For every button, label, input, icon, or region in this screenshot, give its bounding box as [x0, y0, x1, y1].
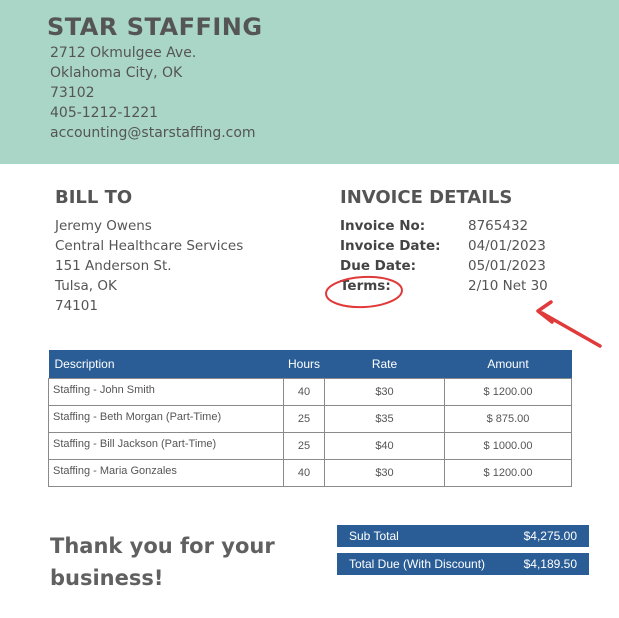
company-phone: 405-1212-1221 [50, 105, 159, 121]
bill-to-title: BILL TO [55, 187, 133, 208]
col-rate: Rate [325, 350, 445, 379]
row-description: Staffing - Beth Morgan (Part-Time) [49, 406, 284, 433]
subtotal-value: $4,275.00 [523, 529, 577, 543]
row-rate: $30 [325, 379, 445, 406]
invoice-date-label: Invoice Date: [340, 238, 441, 254]
row-rate: $35 [325, 406, 445, 433]
company-address-city: Oklahoma City, OK [50, 65, 183, 81]
invoice-date-value: 04/01/2023 [468, 238, 546, 254]
total-due-bar [337, 553, 589, 575]
row-rate: $40 [325, 433, 445, 460]
bill-to-company: Central Healthcare Services [55, 238, 244, 254]
col-hours: Hours [284, 350, 325, 379]
row-hours: 40 [284, 379, 325, 406]
row-description: Staffing - Maria Gonzales [49, 460, 284, 487]
total-due-label: Total Due (With Discount) [349, 557, 486, 571]
subtotal-label: Sub Total [349, 529, 399, 543]
row-amount: $ 1200.00 [445, 460, 572, 487]
total-due-value: $4,189.50 [523, 557, 577, 571]
table-row [49, 460, 572, 487]
company-address-street: 2712 Okmulgee Ave. [50, 45, 197, 61]
row-hours: 25 [284, 406, 325, 433]
table-row [49, 406, 572, 433]
row-amount: $ 875.00 [445, 406, 572, 433]
company-header [0, 0, 619, 164]
bill-to-street: 151 Anderson St. [55, 258, 172, 274]
table-row [49, 433, 572, 460]
line-items-table [48, 350, 572, 487]
terms-arrow-shaft [542, 313, 600, 346]
invoice-no-label: Invoice No: [340, 218, 426, 234]
row-amount: $ 1200.00 [445, 379, 572, 406]
invoice-no-value: 8765432 [468, 218, 529, 234]
company-address-zip: 73102 [50, 85, 95, 101]
terms-label: Terms: [340, 278, 391, 294]
bill-to-name: Jeremy Owens [55, 218, 152, 234]
company-email: accounting@starstaffing.com [50, 125, 256, 141]
thank-you-message: Thank you for your business! [50, 534, 275, 590]
row-hours: 25 [284, 433, 325, 460]
subtotal-bar [337, 525, 589, 547]
row-rate: $30 [325, 460, 445, 487]
row-description: Staffing - John Smith [49, 379, 284, 406]
col-description: Description [49, 350, 284, 379]
bill-to-city: Tulsa, OK [55, 278, 117, 294]
due-date-value: 05/01/2023 [468, 258, 546, 274]
col-amount: Amount [445, 350, 572, 379]
due-date-label: Due Date: [340, 258, 416, 274]
terms-arrow-head [538, 302, 552, 322]
row-hours: 40 [284, 460, 325, 487]
table-header-row [49, 350, 572, 379]
row-amount: $ 1000.00 [445, 433, 572, 460]
terms-value: 2/10 Net 30 [468, 278, 548, 294]
invoice-details-title: INVOICE DETAILS [340, 187, 513, 208]
bill-to-zip: 74101 [55, 298, 98, 314]
company-name: STAR STAFFING [47, 13, 263, 41]
row-description: Staffing - Bill Jackson (Part-Time) [49, 433, 284, 460]
table-row [49, 379, 572, 406]
